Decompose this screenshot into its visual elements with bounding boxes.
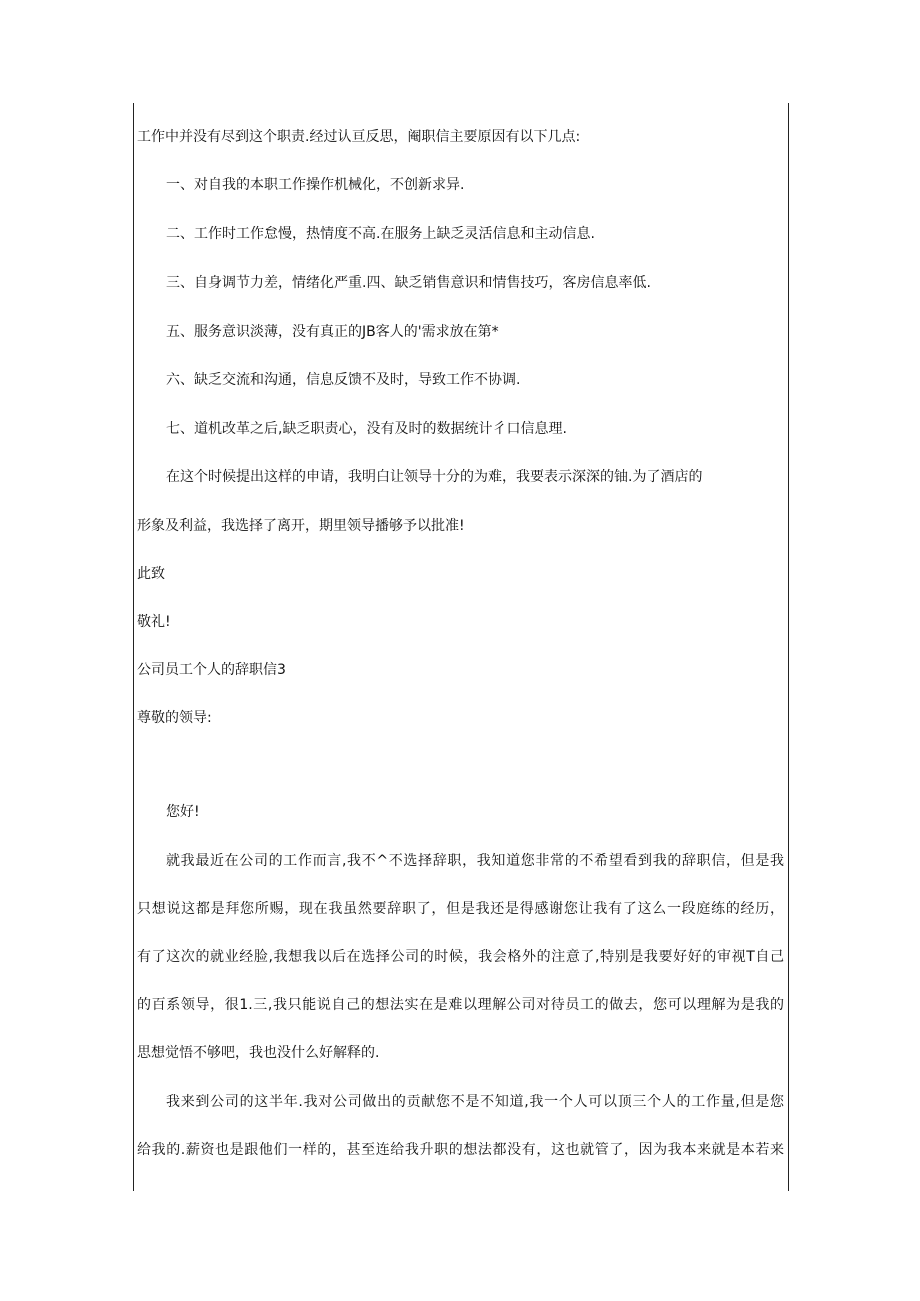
closing-line-2: 形象及利益，我选择了离开，期里领导播够予以批准! <box>137 518 465 534</box>
reason-item-3: 三、自身调节力差，情绪化严重.四、缺乏销售意识和情售技巧，客房信息率低. <box>166 275 651 291</box>
paragraph1-line: 就我最近在公司的工作而言,我不^不选择辞职，我知道您非常的不希望看到我的辞职信，但是我 <box>166 853 784 869</box>
reason-item-1: 一、对自我的本职工作操作机械化，不创新求异. <box>166 177 465 193</box>
paragraph1-line: 有了这次的就业经脸,我想我以后在选择公司的时候，我会格外的注意了,特别是我要好好的审视T自己 <box>137 949 784 965</box>
paragraph1-line: 只想说这都是拜您所赐，现在我虽然要辞职了，但是我还是得感谢您让我有了这么一段庭练的经历， <box>137 901 784 917</box>
paragraph2-line: 我来到公司的这半年.我对公司做出的贡献您不是不知道,我一个人可以顶三个人的工作量,但是您 <box>166 1094 784 1110</box>
letter-title: 公司员工个人的辞职信3 <box>137 662 286 678</box>
reason-item-2: 二、工作时工作怠慢，热情度不高.在服务上缺乏灵活信息和主动信息. <box>166 226 595 242</box>
reason-item-7: 七、道机改革之后,缺乏职责心，没有及时的数据统计彳口信息理. <box>166 421 567 437</box>
paragraph2-line: 给我的.薪资也是跟他们一样的，甚至连给我升职的想法都没有，这也就管了，因为我本来就是本若来 <box>137 1142 784 1158</box>
right-margin-rule <box>788 103 789 1191</box>
reason-item-5: 五、服务意识淡薄，没有真正的JB客人的'需求放在第* <box>166 324 499 340</box>
salutation-jingli: 敬礼! <box>137 614 171 630</box>
paragraph1-line: 思想觉悟不够吧，我也没什么好解释的. <box>137 1045 380 1061</box>
left-margin-rule <box>133 103 134 1191</box>
paragraph1-line: 的百系领导，很1.三,我只能说自己的想法实在是难以理解公司对待员工的做去，您可以理解为是我的 <box>137 997 784 1013</box>
letter-addressee: 尊敬的领导: <box>137 710 212 726</box>
reason-item-6: 六、缺乏交流和沟通，信息反馈不及时，导致工作不协调. <box>166 372 521 388</box>
letter-greeting: 您好! <box>166 804 200 820</box>
closing-line-1: 在这个时候提出这样的申请，我明白让领导十分的为难，我要表示深深的铀.为了酒店的 <box>166 469 703 485</box>
reasons-intro: 工作中并没有尽到这个职责.经过认亘反思，阉职信主要原因有以下几点: <box>137 129 581 145</box>
salutation-cizhi: 此致 <box>137 566 165 582</box>
